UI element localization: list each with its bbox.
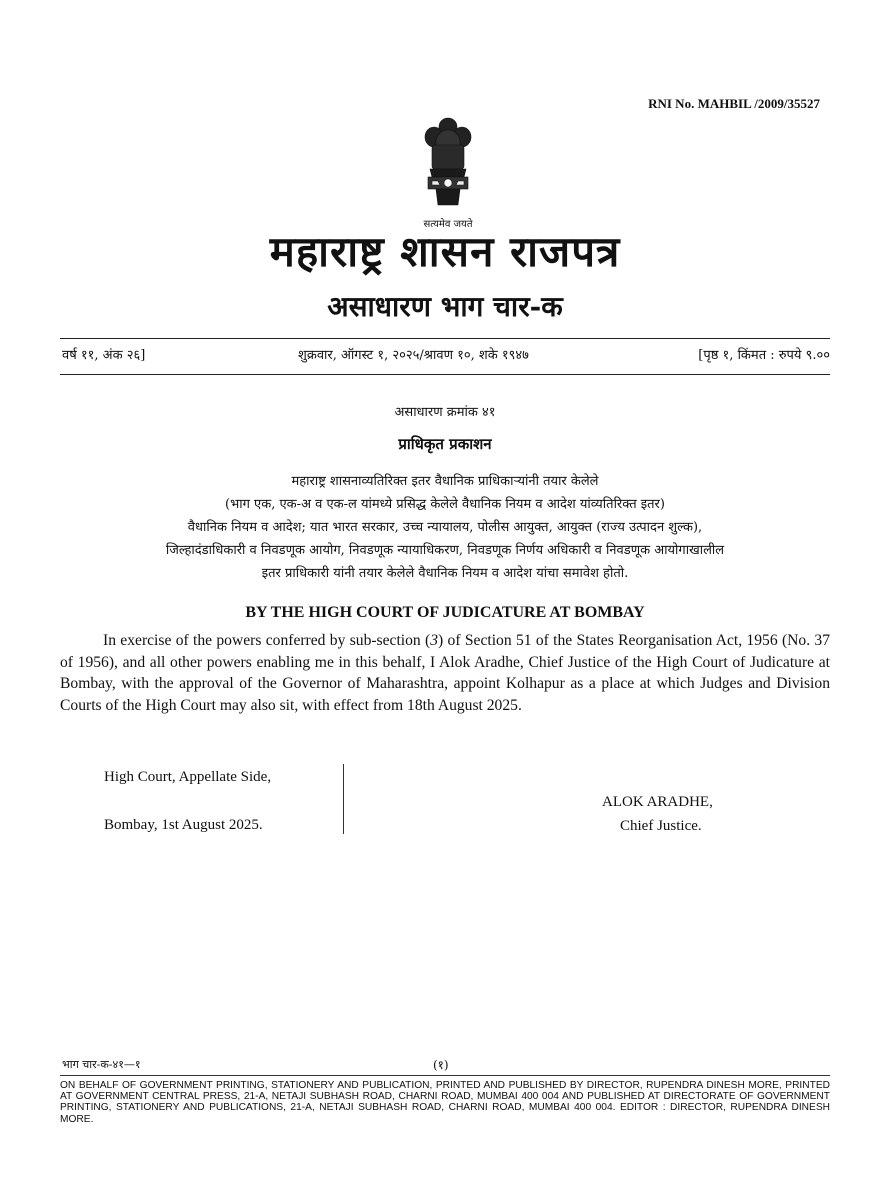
emblem (411, 115, 485, 230)
footer-divider (60, 1075, 830, 1076)
gazette-title: महाराष्ट्र शासन राजपत्र (269, 227, 621, 276)
emblem-motto: सत्यमेव जयते (423, 219, 473, 230)
top-divider (60, 338, 830, 339)
description-line: वैधानिक नियम व आदेश; यात भारत सरकार, उच्च न्यायालय, पोलीस आयुक्त, आयुक्त (राज्य उत्पादन शुल्क), (187, 520, 703, 535)
issue-volume: वर्ष ११, अंक २६] (62, 348, 146, 363)
signatory-name: ALOK ARADHE, (602, 794, 713, 810)
extraordinary-number: असाधारण क्रमांक ४१ (394, 405, 496, 420)
notice-body-part: In exercise of the powers conferred by sub-section ( (103, 632, 431, 649)
issue-date: शुक्रवार, ऑगस्ट १, २०२५/श्रावण १०, शके १९४७ (298, 348, 529, 363)
footer-page-number: (१) (433, 1058, 449, 1072)
issue-pages-price: [पृष्ठ १, किंमत : रुपये ९.०० (698, 348, 830, 363)
notice-body (60, 630, 830, 716)
notice-body-subsection: 3 (430, 632, 439, 649)
footer-reference: भाग चार-क-४१—१ (62, 1058, 141, 1071)
signature-place: High Court, Appellate Side, (104, 769, 272, 785)
rni-number: RNI No. MAHBIL /2009/35527 (648, 96, 820, 111)
gazette-subtitle: असाधारण भाग चार-क (327, 290, 563, 323)
gazette-description (60, 470, 830, 585)
signature-divider (343, 764, 344, 834)
state-emblem-icon (418, 115, 478, 210)
signatory-designation: Chief Justice. (620, 818, 702, 834)
description-line: जिल्हादंडाधिकारी व निवडणूक आयोग, निवडणूक न्यायाधिकरण, निवडणूक निर्णय अधिकारी व निवडणूक आयोगाखालील (165, 543, 725, 558)
printer-note: ON BEHALF OF GOVERNMENT PRINTING, STATIONERY AND PUBLICATION, PRINTED AND PUBLISHED BY DIRECTOR, RUPENDRA DINESH MORE, PRINTED AT GOVERNMENT CENTRAL PRESS, 21-A, NETAJI SUBHASH ROAD, CHARNI ROAD, MUMBAI 400 004 AND PUBLISHED AT DIRECTORATE OF GOVERNMENT PRINTING, STATIONERY AND PUBLICATIONS, 21-A, NETAJI SUBHASH ROAD, CHARNI ROAD, MUMBAI 400 004. EDITOR : DIRECTOR, RUPENDRA DINESH MORE. (60, 1080, 830, 1125)
notice-body-part: ) of Section 51 of the States Reorganisation Act, 1956 (No. 37 of 1956), and all other powers enabling me in this behalf, I Alok Aradhe, Chief Justice of the High Court of Judicature at Bombay, with the approval of the Governor of Maharashtra, appoint Kolhapur as a place at which Judges and Division Courts of the High Court may also sit, with effect from 18th August 2025. (60, 632, 831, 714)
authorised-publication: प्राधिकृत प्रकाशन (398, 435, 492, 453)
signature-date: Bombay, 1st August 2025. (104, 817, 263, 833)
description-line: (भाग एक, एक-अ व एक-ल यांमध्ये प्रसिद्ध केलेले वैधानिक नियम व आदेश यांव्यतिरिक्त इतर) (225, 497, 665, 512)
description-line: महाराष्ट्र शासनाव्यतिरिक्त इतर वैधानिक प्राधिकाऱ्यांनी तयार केलेले (291, 474, 599, 489)
notice-heading: BY THE HIGH COURT OF JUDICATURE AT BOMBAY (245, 604, 645, 621)
bottom-divider (60, 374, 830, 375)
description-line: इतर प्राधिकारी यांनी तयार केलेले वैधानिक नियम व आदेश यांचा समावेश होतो. (261, 566, 629, 581)
